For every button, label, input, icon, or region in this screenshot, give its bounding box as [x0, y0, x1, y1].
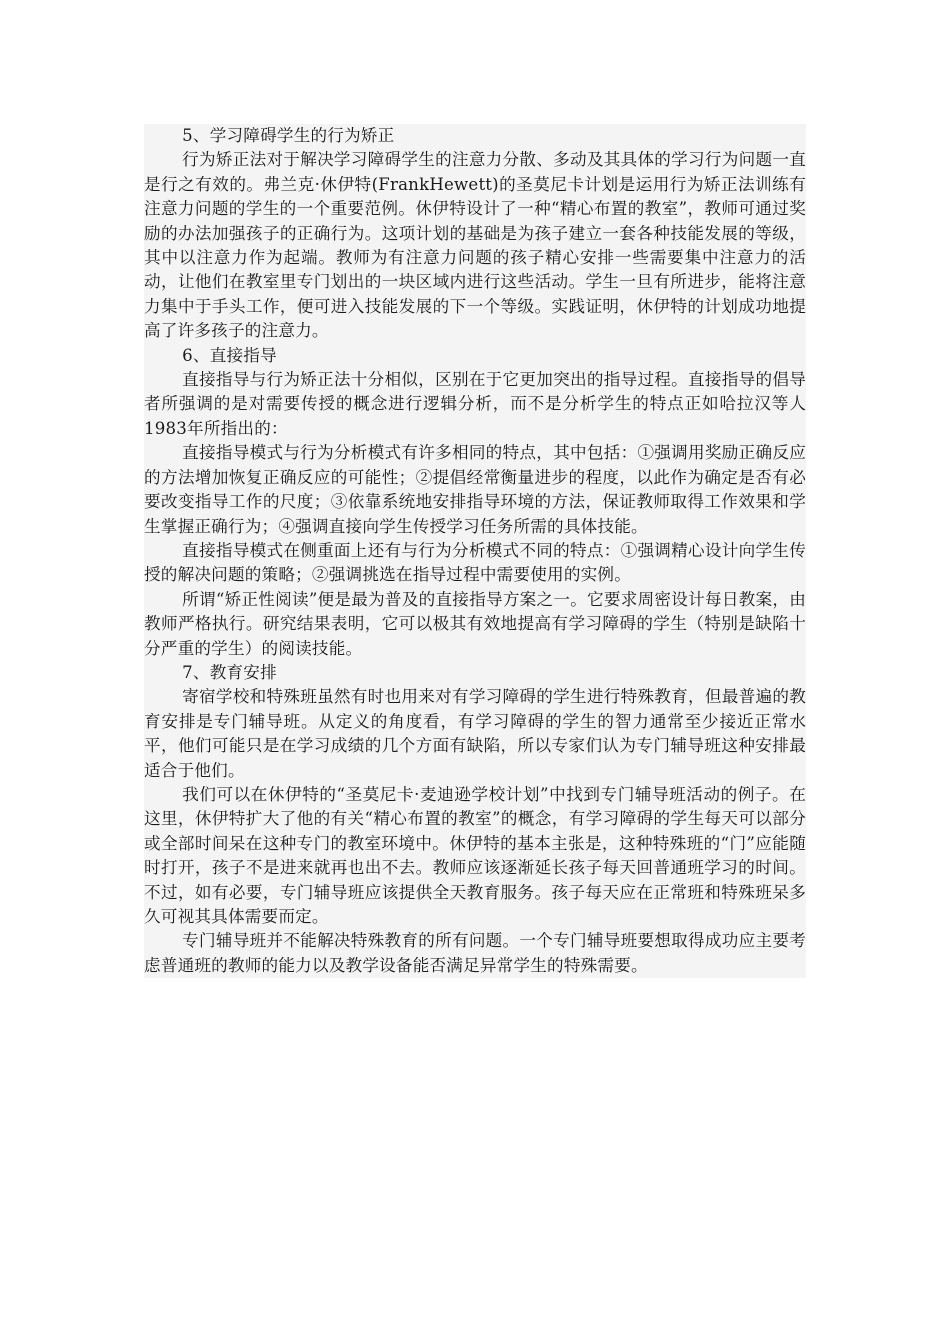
- section-heading-behavior-correction: 5、学习障碍学生的行为矫正: [182, 126, 395, 145]
- section-heading-direct-instruction: 6、直接指导: [182, 345, 277, 365]
- paragraph-behavior-correction: 行为矫正法对于解决学习障碍学生的注意力分散、多动及其具体的学习行为问题一直是行之有效的。弗兰克·休伊特(FrankHewett)的圣莫尼卡计划是运用行为矫正法训练有注意力问题的学生的一个重要范例。休伊特设计了一种“精心布置的教室”，教师可通过奖励的办法加强孩子的正确行为。这项计划的基础是为孩子建立一套各种技能发展的等级，其中以注意力作为起端。教师为有注意力问题的孩子精心安排一些需要集中注意力的活动，让他们在教室里专门划出的一块区域内进行这些活动。学生一旦有所进步，能将注意力集中于手头工作，便可进入技能发展的下一个等级。实践证明，休伊特的计划成功地提高了许多孩子的注意力。: [144, 150, 806, 341]
- paragraph-corrective-reading: 所谓“矫正性阅读”便是最为普及的直接指导方案之一。它要求周密设计每日教案，由教师严格执行。研究结果表明，它可以极其有效地提高有学习障碍的学生（特别是缺陷十分严重的学生）的阅读技能。: [144, 589, 806, 658]
- paragraph-direct-instruction-differences: 直接指导模式在侧重面上还有与行为分析模式不同的特点：①强调精心设计向学生传授的解决问题的策略；②强调挑选在指导过程中需要使用的实例。: [144, 540, 806, 585]
- section-heading-educational-arrangement: 7、教育安排: [182, 662, 277, 682]
- paragraph-resource-room: 寄宿学校和特殊班虽然有时也用来对有学习障碍的学生进行特殊教育，但最普遍的教育安排是专门辅导班。从定义的角度看，有学习障碍的学生的智力通常至少接近正常水平，他们可能只是在学习成绩的几个方面有缺陷，所以专家们认为专门辅导班这种安排最适合于他们。: [144, 687, 806, 780]
- paragraph-santa-monica-madison: 我们可以在休伊特的“圣莫尼卡·麦迪逊学校计划”中找到专门辅导班活动的例子。在这里，休伊特扩大了他的有关“精心布置的教室”的概念，有学习障碍的学生每天可以部分或全部时间呆在这种专门的教室环境中。休伊特的基本主张是，这种特殊班的“门”应能随时打开，孩子不是进来就再也出不去。教师应该逐渐延长孩子每天回普通班学习的时间。不过，如有必要，专门辅导班应该提供全天教育服务。孩子每天应在正常班和特殊班呆多久可视其具体需要而定。: [144, 784, 806, 926]
- paragraph-direct-instruction-features: 直接指导模式与行为分析模式有许多相同的特点，其中包括：①强调用奖励正确反应的方法增加恢复正确反应的可能性；②提倡经常衡量进步的程度，以此作为确定是否有必要改变指导工作的尺度；③依靠系统地安排指导环境的方法，保证教师取得工作效果和学生掌握正确行为；④强调直接向学生传授学习任务所需的具体技能。: [144, 443, 806, 536]
- document-page: [144, 124, 806, 978]
- paragraph-direct-instruction-intro: 直接指导与行为矫正法十分相似，区别在于它更加突出的指导过程。直接指导的倡导者所强调的是对需要传授的概念进行逻辑分析，而不是分析学生的特点正如哈拉汉等人1983年所指出的：: [144, 370, 806, 438]
- paragraph-resource-room-limits: 专门辅导班并不能解决特殊教育的所有问题。一个专门辅导班要想取得成功应主要考虑普通班的教师的能力以及教学设备能否满足异常学生的特殊需要。: [144, 931, 806, 975]
